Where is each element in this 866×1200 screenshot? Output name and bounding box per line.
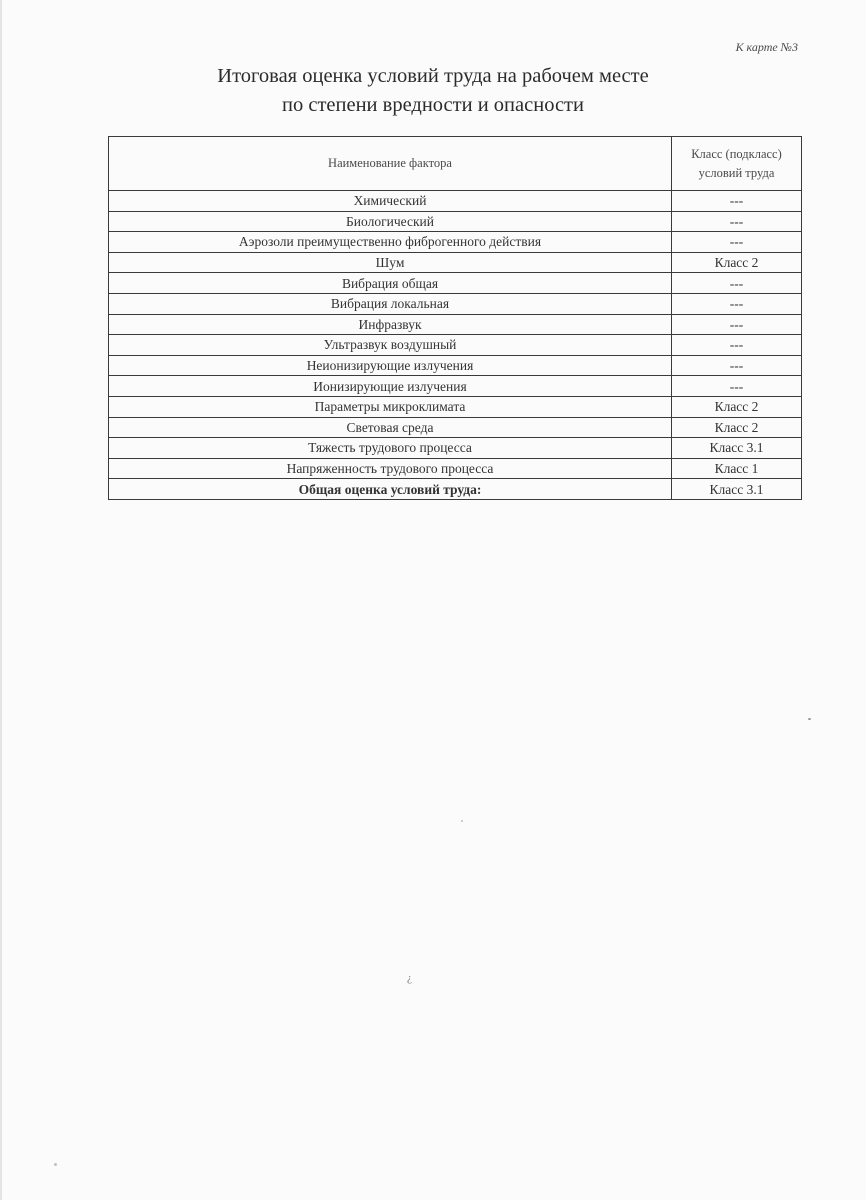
class-cell: --- xyxy=(672,376,802,397)
factor-cell: Неионизирующие излучения xyxy=(109,355,672,376)
class-cell: --- xyxy=(672,211,802,232)
factor-cell: Ионизирующие излучения xyxy=(109,376,672,397)
total-class: Класс 3.1 xyxy=(672,479,802,500)
table-row xyxy=(109,191,802,212)
table-row xyxy=(109,396,802,417)
class-cell: --- xyxy=(672,314,802,335)
factor-cell: Аэрозоли преимущественно фиброгенного действия xyxy=(109,232,672,253)
scan-speck xyxy=(461,820,463,822)
table-row xyxy=(109,211,802,232)
class-cell: --- xyxy=(672,191,802,212)
table-row xyxy=(109,293,802,314)
class-cell: Класс 1 xyxy=(672,458,802,479)
class-cell: --- xyxy=(672,355,802,376)
scan-speck xyxy=(54,1163,57,1166)
class-cell: --- xyxy=(672,232,802,253)
table-row xyxy=(109,355,802,376)
total-label: Общая оценка условий труда: xyxy=(109,479,672,500)
factor-cell: Тяжесть трудового процесса xyxy=(109,438,672,459)
table-row xyxy=(109,438,802,459)
scan-speck xyxy=(808,718,811,720)
factor-cell: Инфразвук xyxy=(109,314,672,335)
class-cell: Класс 2 xyxy=(672,417,802,438)
table-row xyxy=(109,335,802,356)
table-row xyxy=(109,376,802,397)
table-row xyxy=(109,273,802,294)
class-cell: --- xyxy=(672,273,802,294)
class-cell: Класс 2 xyxy=(672,396,802,417)
page-mark: ¿ xyxy=(407,972,412,984)
class-cell: --- xyxy=(672,293,802,314)
factor-cell: Напряженность трудового процесса xyxy=(109,458,672,479)
factor-cell: Световая среда xyxy=(109,417,672,438)
page-title xyxy=(0,62,866,120)
page-edge xyxy=(0,0,2,1200)
total-row xyxy=(109,479,802,500)
table-header-row xyxy=(109,137,802,191)
table-row xyxy=(109,232,802,253)
title-line-1: Итоговая оценка условий труда на рабочем месте xyxy=(217,65,649,87)
class-cell: --- xyxy=(672,335,802,356)
factor-cell: Химический xyxy=(109,191,672,212)
factor-cell: Биологический xyxy=(109,211,672,232)
class-cell: Класс 2 xyxy=(672,252,802,273)
class-column-header: Класс (подкласс) условий труда xyxy=(672,137,802,191)
title-line-2: по степени вредности и опасности xyxy=(282,94,584,116)
table-row xyxy=(109,252,802,273)
factor-cell: Параметры микроклимата xyxy=(109,396,672,417)
card-reference: К карте №3 xyxy=(735,40,798,54)
factors-table xyxy=(108,136,802,500)
table-row xyxy=(109,314,802,335)
factor-cell: Шум xyxy=(109,252,672,273)
factor-cell: Вибрация общая xyxy=(109,273,672,294)
table-row xyxy=(109,458,802,479)
factor-cell: Вибрация локальная xyxy=(109,293,672,314)
table-row xyxy=(109,417,802,438)
factor-column-header: Наименование фактора xyxy=(109,137,672,191)
factor-cell: Ультразвук воздушный xyxy=(109,335,672,356)
class-cell: Класс 3.1 xyxy=(672,438,802,459)
